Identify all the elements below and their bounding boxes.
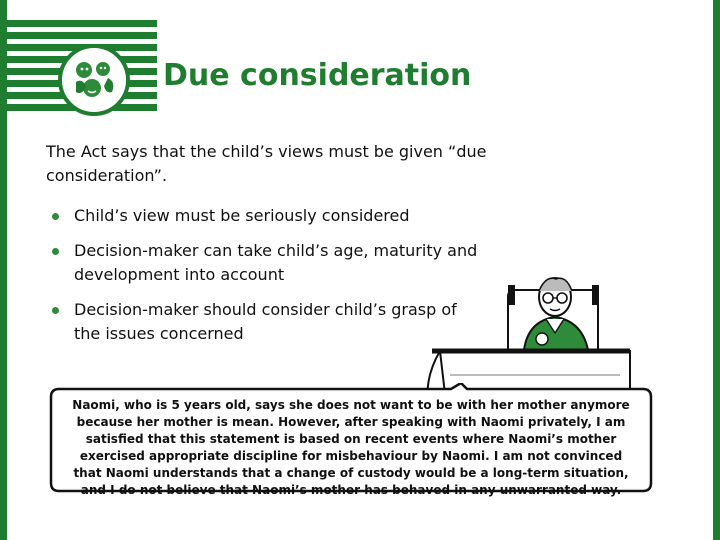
bullet-text: Decision-maker should consider child’s grasp of the issues concerned <box>74 300 457 343</box>
stripe <box>7 20 157 27</box>
bullet-item <box>48 239 478 287</box>
right-border <box>713 0 720 540</box>
family-logo-icon <box>62 48 126 112</box>
stripe <box>7 32 157 39</box>
bullet-dot-icon <box>52 213 59 220</box>
left-border <box>0 0 7 540</box>
bullet-list <box>48 204 478 357</box>
bullet-item <box>48 204 478 228</box>
intro-text: The Act says that the child’s views must be given “due consideration”. <box>46 142 487 185</box>
slide-title: Due consideration <box>163 58 472 93</box>
bullet-dot-icon <box>52 307 59 314</box>
family-circle-logo <box>58 44 130 116</box>
speech-bubble <box>47 383 655 495</box>
speech-bubble-text: Naomi, who is 5 years old, says she does not want to be with her mother anymore because her mother is mean. However, after speaking with Naomi privately, I am satisfied that this statement is based on recent events where Naomi’s mother exercised appropriate discipline for misbehaviour by Naomi. I am not convinced that Naomi understands that a change of custody would be a long-term situation, and I do not believe that Naomi’s mother has behaved in any unwarranted way. <box>72 398 630 497</box>
bullet-text: Decision-maker can take child’s age, maturity and development into account <box>74 241 478 284</box>
bullet-item <box>48 298 478 346</box>
bullet-text: Child’s view must be seriously considered <box>74 206 410 225</box>
bullet-dot-icon <box>52 248 59 255</box>
